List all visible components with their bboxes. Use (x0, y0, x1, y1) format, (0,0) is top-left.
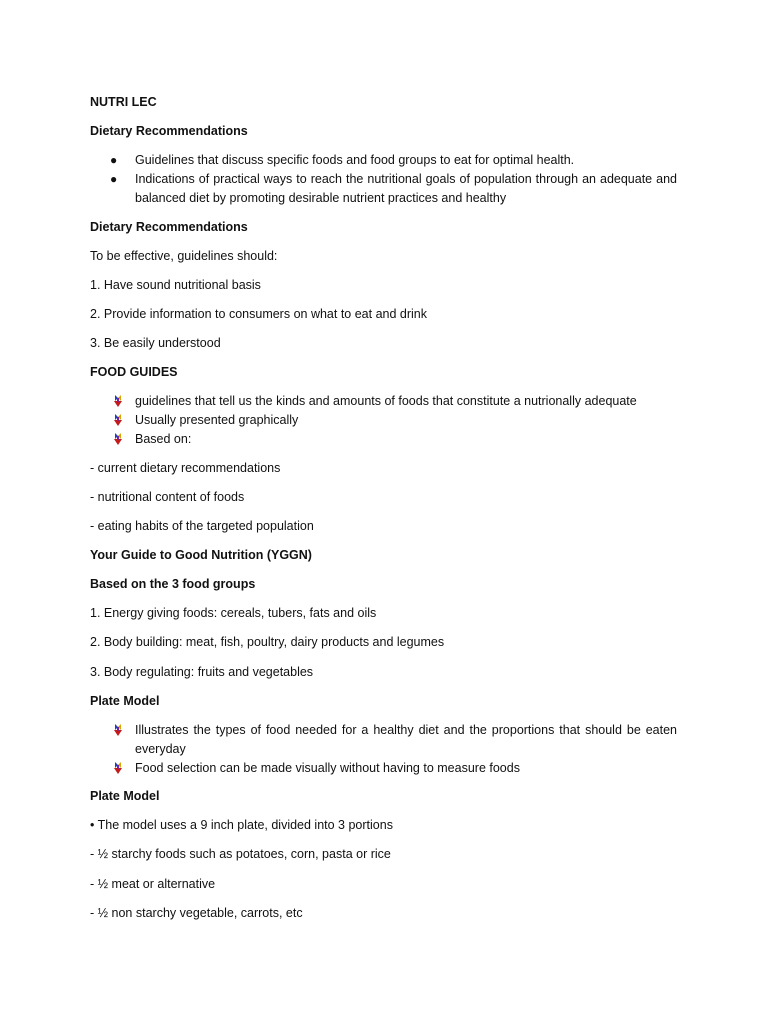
effective-item: 3. Be easily understood (90, 336, 221, 350)
plate-bullet: Illustrates the types of food needed for a healthy diet and the proportions that should be eaten everyday (135, 723, 677, 756)
arrow-bullet-icon (112, 395, 124, 407)
heading-plate-model: Plate Model (90, 694, 160, 708)
effective-item: 1. Have sound nutritional basis (90, 278, 261, 292)
arrow-bullet-icon (112, 414, 124, 426)
food-guide-bullet: guidelines that tell us the kinds and amounts of foods that constitute a nutrionally adequate (135, 394, 637, 408)
food-group-item: 1. Energy giving foods: cereals, tubers, fats and oils (90, 606, 377, 620)
heading-dietary-recommendations: Dietary Recommendations (90, 124, 248, 138)
heading-food-groups: Based on the 3 food groups (90, 577, 256, 591)
document-title: NUTRI LEC (90, 95, 157, 109)
plate-bullet: Food selection can be made visually without having to measure foods (135, 761, 520, 775)
plate-detail: - ½ starchy foods such as potatoes, corn, pasta or rice (90, 847, 391, 861)
effective-item: 2. Provide information to consumers on what to eat and drink (90, 307, 427, 321)
dietary-bullet: Guidelines that discuss specific foods and food groups to eat for optimal health. (135, 153, 575, 167)
plate-detail: • The model uses a 9 inch plate, divided into 3 portions (90, 818, 393, 832)
based-on-item: - current dietary recommendations (90, 461, 281, 475)
food-group-item: 2. Body building: meat, fish, poultry, dairy products and legumes (90, 635, 445, 649)
round-bullet-icon: ● (110, 153, 118, 167)
heading-plate-model-2: Plate Model (90, 789, 160, 803)
food-guide-bullet: Based on: (135, 432, 192, 446)
arrow-bullet-icon (112, 762, 124, 774)
arrow-bullet-icon (112, 724, 124, 736)
arrow-bullet-icon (112, 433, 124, 445)
effective-intro: To be effective, guidelines should: (90, 249, 278, 263)
food-group-item: 3. Body regulating: fruits and vegetables (90, 665, 314, 679)
heading-dietary-recommendations-2: Dietary Recommendations (90, 220, 248, 234)
plate-detail: - ½ non starchy vegetable, carrots, etc (90, 906, 303, 920)
based-on-item: - nutritional content of foods (90, 490, 245, 504)
heading-food-guides: FOOD GUIDES (90, 365, 178, 379)
dietary-bullet: Indications of practical ways to reach the nutritional goals of population through an adequate and balanced diet by promoting desirable nutrient practices and healthy (135, 172, 677, 205)
based-on-item: - eating habits of the targeted population (90, 519, 314, 533)
round-bullet-icon: ● (110, 172, 118, 186)
food-guide-bullet: Usually presented graphically (135, 413, 299, 427)
plate-detail: - ½ meat or alternative (90, 877, 216, 891)
heading-yggn: Your Guide to Good Nutrition (YGGN) (90, 548, 312, 562)
